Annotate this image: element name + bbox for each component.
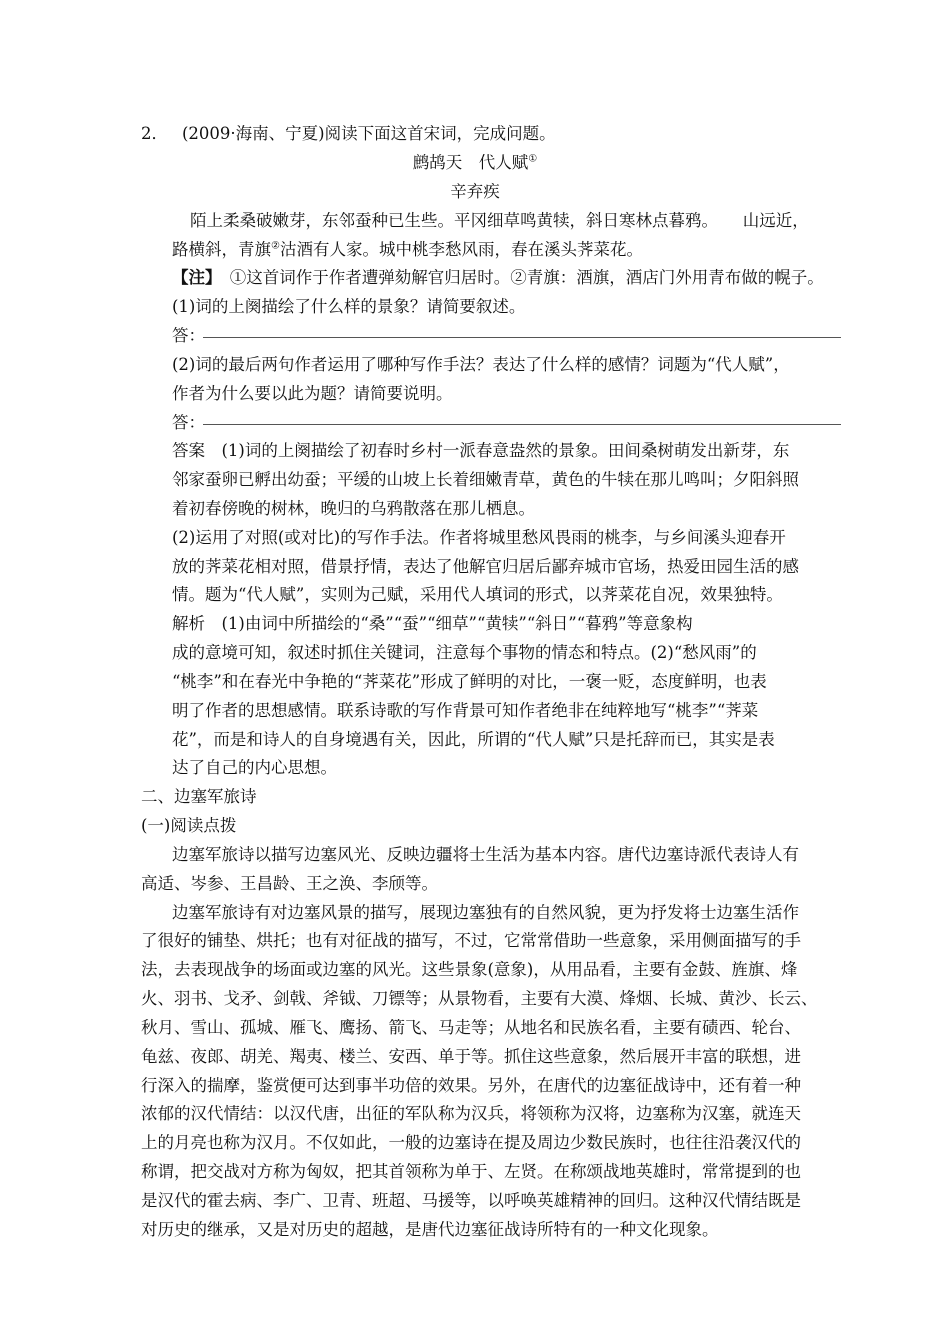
paragraph-line: 行深入的揣摩，鉴赏便可达到事半功倍的效果。另外，在唐代的边塞征战诗中，还有着一种	[141, 1076, 801, 1095]
paragraph-line: 对历史的继承，又是对历史的超越，是唐代边塞征战诗所特有的一种文化现象。	[141, 1220, 719, 1239]
answer-label: 答：	[172, 413, 205, 432]
sub-question-1: (1)词的上阕描绘了什么样的景象？请简要叙述。	[172, 297, 526, 316]
answer-text-line: 放的荠菜花相对照，借景抒情，表达了他解官归居后鄙弃城市官场，热爱田园生活的感	[172, 557, 799, 576]
paragraph-line: 火、羽书、戈矛、剑戟、斧钺、刀镖等；从景物看，主要有大漠、烽烟、长城、黄沙、长云、	[141, 989, 818, 1008]
paragraph-line: 是汉代的霍去病、李广、卫青、班超、马援等，以呼唤英雄精神的回归。这种汉代情结既是	[141, 1191, 801, 1210]
paragraph-line: 法，去表现战争的场面或边塞的风光。这些景象(意象)，从用品看，主要有金鼓、旌旗、烽	[141, 960, 798, 979]
question-number: 2．	[141, 124, 168, 143]
paragraph-line: 称谓，把交战对方称为匈奴，把其首领称为单于、左贤。在称颂战地英雄时，常常提到的也	[141, 1162, 801, 1181]
paragraph-line: 边塞军旅诗以描写边塞风光、反映边疆将士生活为基本内容。唐代边塞诗派代表诗人有	[172, 845, 799, 864]
answer-text-line: 情。题为“代人赋”，实则为己赋，采用代人填词的形式，以荠菜花自况，效果独特。	[172, 585, 783, 604]
question-prompt-line	[141, 124, 556, 144]
answer-text-line: 着初春傍晚的树林，晚归的乌鸦散落在那儿栖息。	[172, 499, 535, 518]
paragraph-line: 浓郁的汉代情结：以汉代唐，出征的军队称为汉兵，将领称为汉将，边塞称为汉塞，就连天	[141, 1104, 801, 1123]
analysis-text-line: 解析 (1)由词中所描绘的“桑”“蚕”“细草”“黄犊”“斜日”“暮鸦”等意象构	[172, 614, 693, 633]
answer-blank-line[interactable]	[203, 424, 841, 425]
analysis-text-line: 明了作者的思想感情。联系诗歌的写作背景可知作者绝非在纯粹地写“桃李”“荠菜	[172, 701, 759, 720]
section-heading: 二、边塞军旅诗	[141, 787, 257, 806]
paragraph-line: 秋月、雪山、孤城、雁飞、鹰扬、箭飞、马走等；从地名和民族名看，主要有碛西、轮台、	[141, 1018, 801, 1037]
sub-question-2: 作者为什么要以此为题？请简要说明。	[172, 384, 453, 403]
poem-author: 辛弃疾	[450, 182, 500, 201]
paragraph-line: 边塞军旅诗有对边塞风景的描写，展现边塞独有的自然风貌，更为抒发将士边塞生活作	[172, 903, 799, 922]
footnote-marker-1: ①	[528, 153, 538, 165]
sub-question-2: (2)词的最后两句作者运用了哪种写作手法？表达了什么样的感情？词题为“代人赋”，	[172, 355, 790, 374]
paragraph-line: 了很好的铺垫、烘托；也有对征战的描写，不过，它常常借助一些意象，采用侧面描写的手	[141, 931, 801, 950]
analysis-text-line: 花”，而是和诗人的自身境遇有关，因此，所谓的“代人赋”只是托辞而已，其实是表	[172, 730, 775, 749]
poem-line: 路横斜，青旗②沽酒有人家。城中桃李愁风雨，春在溪头荠菜花。	[172, 240, 643, 259]
answer-text-line: 答案 (1)词的上阕描绘了初春时乡村一派春意盎然的景象。田间桑树萌发出新芽，东	[172, 441, 790, 460]
poem-title: 鹧鸪天 代人赋①	[412, 153, 538, 172]
footnote-text: ①这首词作于作者遭弹劾解官归居时。②青旗：酒旗，酒店门外用青布做的幌子。	[213, 268, 824, 287]
paragraph-line: 龟兹、夜郎、胡羌、羯夷、楼兰、安西、单于等。抓住这些意象，然后展开丰富的联想，进	[141, 1047, 801, 1066]
paragraph-line: 高适、岑参、王昌龄、王之涣、李颀等。	[141, 874, 438, 893]
footnote-marker-2: ②	[271, 240, 280, 252]
answer-text-line: (2)运用了对照(或对比)的写作手法。作者将城里愁风畏雨的桃李，与乡间溪头迎春开	[172, 528, 786, 547]
paragraph-line: 上的月亮也称为汉月。不仅如此，一般的边塞诗在提及周边少数民族时，也往往沿袭汉代的	[141, 1133, 801, 1152]
answer-text-line: 邻家蚕卵已孵出幼蚕；平缓的山坡上长着细嫩青草，黄色的牛犊在那儿鸣叫；夕阳斜照	[172, 470, 799, 489]
analysis-text-line: “桃李”和在春光中争艳的“荠菜花”形成了鲜明的对比，一褒一贬，态度鲜明，也表	[172, 672, 767, 691]
footnote-label: 【注】	[172, 268, 214, 287]
poem-line: 陌上柔桑破嫩芽，东邻蚕种已生些。平冈细草鸣黄犊，斜日寒林点暮鸦。 山远近，	[190, 211, 809, 230]
section-subheading: (一)阅读点拨	[141, 816, 237, 835]
footnote	[172, 268, 824, 288]
answer-blank-line[interactable]	[203, 337, 841, 338]
analysis-text-line: 成的意境可知，叙述时抓住关键词，注意每个事物的情态和特点。(2)“愁风雨”的	[172, 643, 757, 662]
analysis-text-line: 达了自己的内心思想。	[172, 758, 337, 777]
question-prompt: (2009·海南、宁夏)阅读下面这首宋词，完成问题。	[182, 124, 556, 143]
answer-label: 答：	[172, 326, 205, 345]
